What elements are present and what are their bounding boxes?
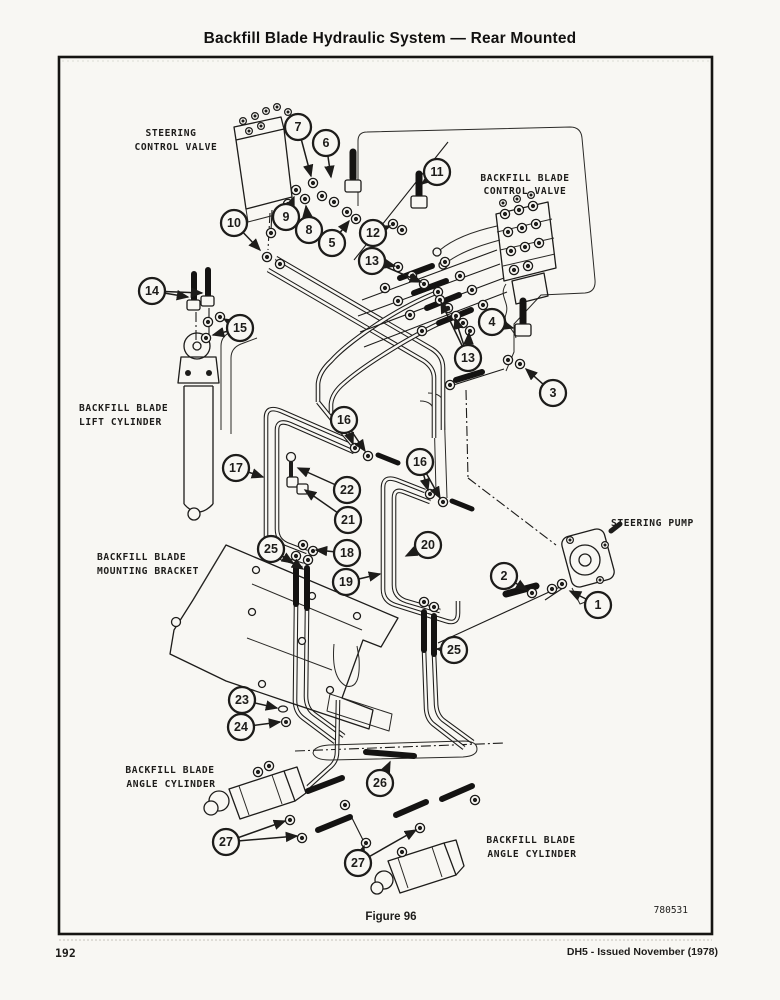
svg-text:2: 2 — [500, 569, 508, 583]
fittings-layer — [201, 104, 608, 857]
label-lift-cylinder-1: BACKFILL BLADE — [79, 403, 169, 414]
callout-2 — [491, 563, 517, 589]
svg-text:19: 19 — [339, 575, 353, 589]
callouts — [139, 114, 611, 876]
label-mounting-bracket-1: BACKFILL BLADE — [97, 552, 187, 563]
callout-15 — [227, 315, 253, 341]
clamp-21b — [297, 484, 308, 494]
svg-text:22: 22 — [340, 483, 354, 497]
figure-frame — [59, 57, 712, 940]
page-number: 192 — [55, 946, 76, 960]
callout-24 — [228, 714, 254, 740]
svg-text:16: 16 — [413, 455, 427, 469]
svg-text:26: 26 — [373, 776, 387, 790]
callout-17 — [223, 455, 249, 481]
callout-5 — [319, 230, 345, 256]
svg-text:11: 11 — [430, 165, 444, 179]
lift-cylinder-drawing — [178, 333, 219, 520]
steel-tubes-layer — [266, 258, 473, 787]
svg-text:20: 20 — [421, 538, 435, 552]
label-steering-control-valve-2: CONTROL VALVE — [134, 142, 218, 153]
callout-18 — [334, 540, 360, 566]
svg-text:7: 7 — [294, 120, 302, 134]
label-backfill-control-valve-1: BACKFILL BLADE — [480, 173, 570, 184]
svg-text:8: 8 — [305, 223, 313, 237]
svg-text:18: 18 — [340, 546, 354, 560]
washer-23 — [279, 706, 288, 712]
svg-text:10: 10 — [227, 216, 241, 230]
callout-14 — [139, 278, 165, 304]
svg-text:17: 17 — [229, 461, 243, 475]
svg-text:14: 14 — [145, 284, 159, 298]
callout-25 — [258, 536, 284, 562]
svg-text:4: 4 — [488, 315, 496, 329]
svg-text:13: 13 — [365, 254, 379, 268]
svg-text:16: 16 — [337, 413, 351, 427]
callout-16b — [407, 449, 433, 475]
label-angle-cylinder-right-1: BACKFILL BLADE — [486, 835, 576, 846]
footer-issue-text: DH5 - Issued November (1978) — [566, 946, 718, 958]
callout-13 — [359, 248, 385, 274]
callout-23 — [229, 687, 255, 713]
bolt-22 — [287, 453, 296, 462]
callout-12 — [360, 220, 386, 246]
callout-9 — [273, 204, 299, 230]
steering-pump-drawing — [560, 524, 620, 604]
label-mounting-bracket-2: MOUNTING BRACKET — [97, 566, 200, 577]
label-lift-cylinder-2: LIFT CYLINDER — [79, 417, 162, 428]
drawing-number: 780531 — [653, 905, 688, 916]
callout-1 — [585, 592, 611, 618]
svg-text:24: 24 — [234, 720, 248, 734]
label-backfill-control-valve-2: CONTROL VALVE — [483, 186, 567, 197]
callout-4 — [479, 309, 505, 335]
callout-6 — [313, 130, 339, 156]
label-steering-control-valve-1: STEERING — [145, 128, 197, 139]
callout-19 — [333, 569, 359, 595]
svg-text:23: 23 — [235, 693, 249, 707]
svg-text:1: 1 — [594, 598, 602, 612]
label-angle-cylinder-left-2: ANGLE CYLINDER — [126, 779, 216, 790]
svg-text:25: 25 — [447, 643, 461, 657]
callout-20 — [415, 532, 441, 558]
callout-21 — [335, 507, 361, 533]
callout-3 — [540, 380, 566, 406]
callout-25b — [441, 637, 467, 663]
svg-text:12: 12 — [366, 226, 380, 240]
svg-text:3: 3 — [549, 386, 557, 400]
label-steering-pump: STEERING PUMP — [611, 518, 694, 529]
callout-27 — [213, 829, 239, 855]
svg-text:27: 27 — [351, 856, 365, 870]
svg-text:15: 15 — [233, 321, 247, 335]
mounting-bracket-drawing — [170, 545, 398, 731]
callout-7 — [285, 114, 311, 140]
svg-text:25: 25 — [264, 542, 278, 556]
page-title: Backfill Blade Hydraulic System — Rear Mounted — [203, 30, 577, 47]
svg-text:21: 21 — [341, 513, 355, 527]
callout-8 — [296, 217, 322, 243]
callout-16 — [331, 407, 357, 433]
callout-10 — [221, 210, 247, 236]
callout-27b — [345, 850, 371, 876]
figure-caption: Figure 96 — [365, 911, 417, 923]
svg-text:6: 6 — [322, 136, 330, 150]
callout-11 — [424, 159, 450, 185]
label-angle-cylinder-right-2: ANGLE CYLINDER — [487, 849, 577, 860]
clamp-21a — [287, 477, 298, 487]
callout-26 — [367, 770, 393, 796]
component-labels — [79, 128, 694, 860]
callout-13b — [455, 345, 481, 371]
svg-text:5: 5 — [328, 236, 336, 250]
label-angle-cylinder-left-1: BACKFILL BLADE — [125, 765, 215, 776]
svg-text:13: 13 — [461, 351, 475, 365]
callout-22 — [334, 477, 360, 503]
svg-text:27: 27 — [219, 835, 233, 849]
svg-text:9: 9 — [282, 210, 290, 224]
